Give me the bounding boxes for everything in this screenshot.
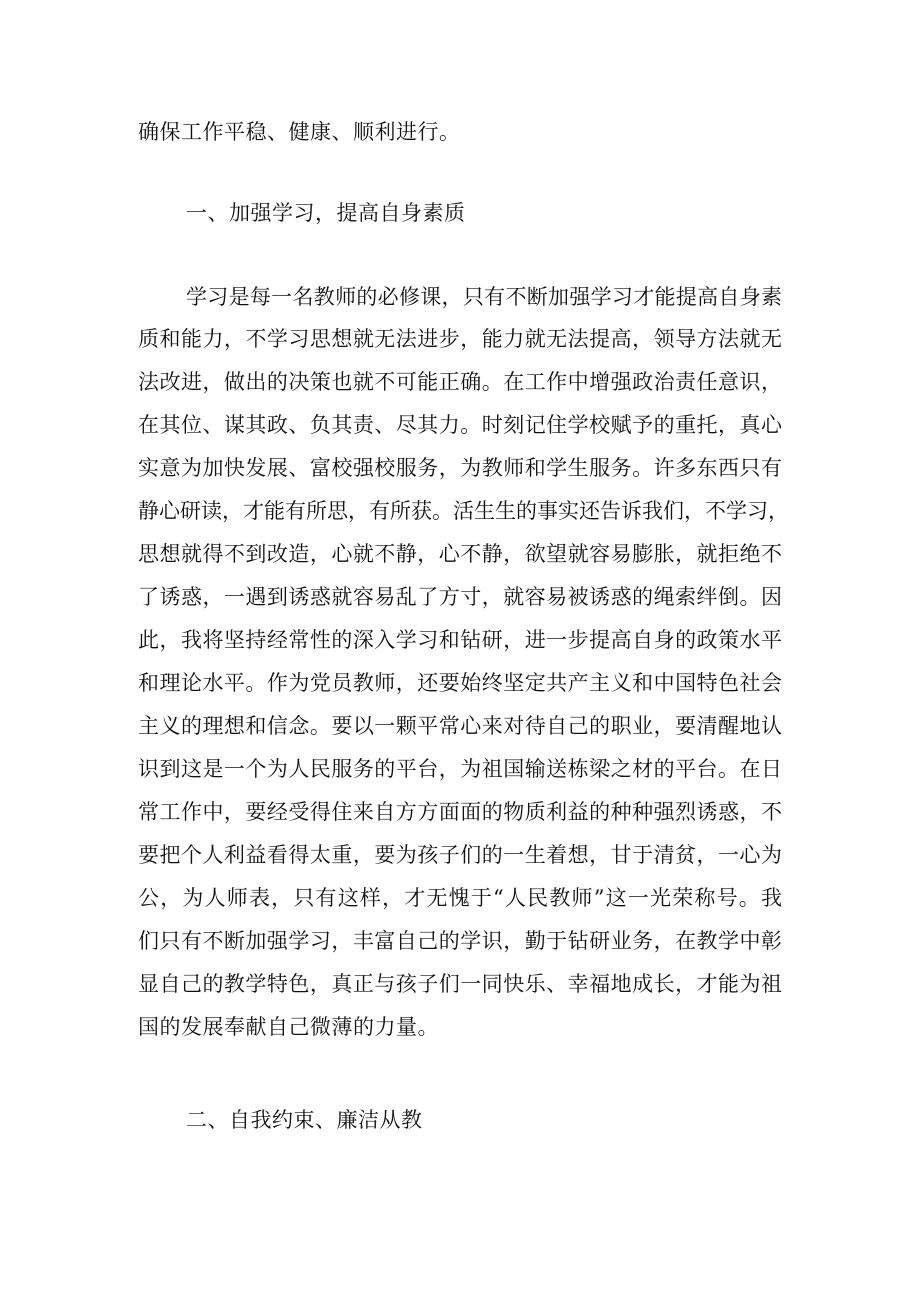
paragraph-line: 此，我将坚持经常性的深入学习和钻研，进一步提高自身的政策水平 (138, 628, 782, 652)
paragraph-line: 质和能力，不学习思想就无法进步，能力就无法提高，领导方法就无 (138, 327, 782, 351)
paragraph-line: 识到这是一个为人民服务的平台，为祖国输送栋梁之材的平台。在日 (138, 757, 782, 781)
paragraph-line: 国的发展奉献自己微薄的力量。 (138, 1015, 439, 1039)
paragraph-line: 主义的理想和信念。要以一颗平常心来对待自己的职业，要清醒地认 (138, 714, 782, 738)
paragraph-line: 实意为加快发展、富校强校服务，为教师和学生服务。许多东西只有 (138, 456, 782, 480)
paragraph-line: 要把个人利益看得太重，要为孩子们的一生着想，甘于清贫，一心为 (138, 843, 782, 867)
paragraph-line: 公，为人师表，只有这样，才无愧于“人民教师”这一光荣称号。我 (138, 886, 782, 910)
paragraph-line: 学习是每一名教师的必修课，只有不断加强学习才能提高自身素 (186, 285, 782, 309)
paragraph-line: 们只有不断加强学习，丰富自己的学识，勤于钻研业务，在教学中彰 (138, 929, 782, 953)
paragraph-line: 静心研读，才能有所思，有所获。活生生的事实还告诉我们，不学习， (138, 499, 789, 523)
section-heading-1: 一、加强学习，提高自身素质 (186, 201, 466, 225)
paragraph-line: 在其位、谋其政、负其责、尽其力。时刻记住学校赋予的重托，真心 (138, 413, 782, 437)
paragraph-line: 和理论水平。作为党员教师，还要始终坚定共产主义和中国特色社会 (138, 671, 782, 695)
opening-line: 确保工作平稳、健康、顺利进行。 (138, 120, 461, 144)
paragraph-line: 显自己的教学特色，真正与孩子们一同快乐、幸福地成长，才能为祖 (138, 972, 782, 996)
section-heading-2: 二、自我约束、廉洁从教 (186, 1108, 423, 1132)
paragraph-line: 思想就得不到改造，心就不静，心不静，欲望就容易膨胀，就拒绝不 (138, 542, 782, 566)
paragraph-line: 常工作中，要经受得住来自方方面面的物质利益的种种强烈诱惑，不 (138, 800, 782, 824)
paragraph-line: 了诱惑，一遇到诱惑就容易乱了方寸，就容易被诱惑的绳索绊倒。因 (138, 585, 782, 609)
paragraph-line: 法改进，做出的决策也就不可能正确。在工作中增强政治责任意识， (138, 370, 782, 394)
